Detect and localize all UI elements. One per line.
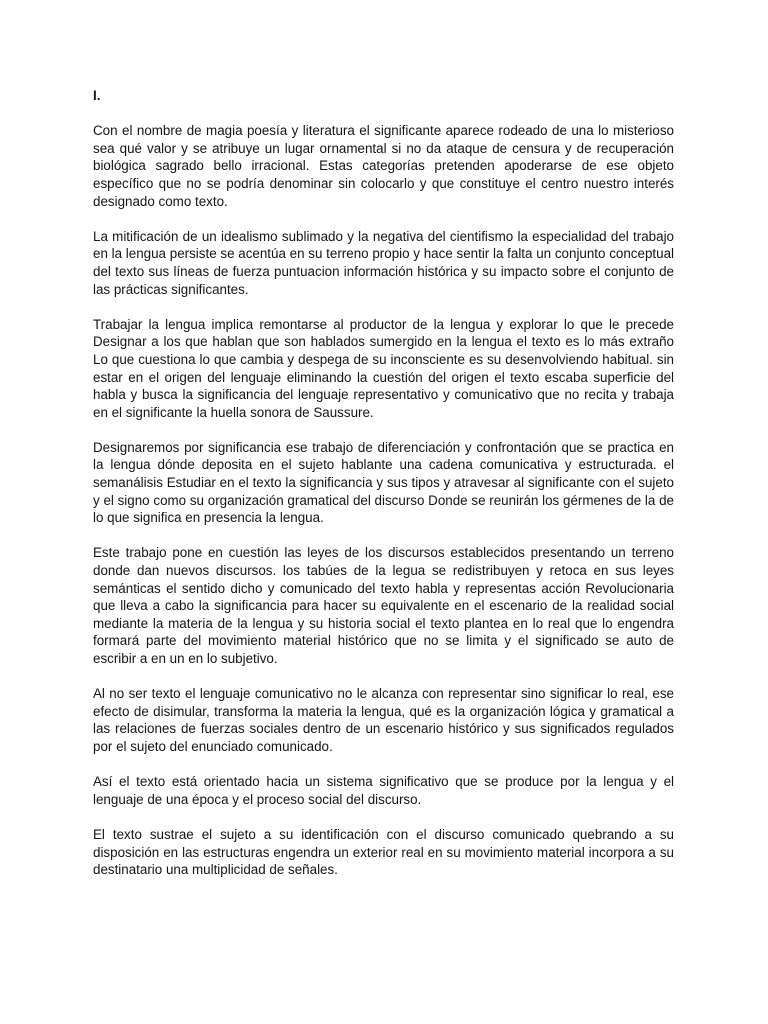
- document-body: [93, 87, 674, 896]
- paragraph-5: Este trabajo pone en cuestión las leyes de los discursos establecidos presentando un terreno donde dan nuevos discursos. los tabúes de la legua se redistribuyen y retoca en sus leyes semánticas el sentido dicho y comunicado del texto habla y representas acción Revolucionaria que lleva a cabo la significancia para hacer su equivalente en el escenario de la realidad social mediante la materia de la lengua y su historia social el texto plantea en lo real que lo engendra formará parte del movimiento material histórico que no se limita y el significado se auto de escribir a en un en lo subjetivo.: [93, 545, 674, 666]
- paragraph-8: El texto sustrae el sujeto a su identificación con el discurso comunicado quebrando a su disposición en las estructuras engendra un exterior real en su movimiento material incorpora a su destinatario una multiplicidad de señales.: [93, 826, 674, 878]
- paragraph-4: Designaremos por significancia ese trabajo de diferenciación y confrontación que se practica en la lengua dónde deposita en el sujeto hablante una cadena comunicativa y estructurada. el semanálisis Estudiar en el texto la significancia y sus tipos y atravesar al significante con el sujeto y el signo como su organización gramatical del discurso Donde se reunirán los gérmenes de la de lo que significa en presencia la lengua.: [93, 439, 674, 526]
- paragraph-1: Con el nombre de magia poesía y literatura el significante aparece rodeado de una lo misterioso sea qué valor y se atribuye un lugar ornamental si no da ataque de censura y de recuperación biológica sagrado bello irracional. Estas categorías pretenden apoderarse de ese objeto específico que no se podría denominar sin colocarlo y que constituye el centro nuestro interés designado como texto.: [93, 123, 674, 209]
- paragraph-3: Trabajar la lengua implica remontarse al productor de la lengua y explorar lo que le precede Designar a los que hablan que son hablados sumergido en la lengua el texto es lo más extraño Lo que cuestiona lo que cambia y despega de su inconsciente es su desenvolviendo habitual. sin estar en el origen del lenguaje eliminando la cuestión del origen el texto escaba superficie del habla y busca la significancia del lenguaje representativo y comunicativo que no recita y trabaja en el significante la huella sonora de Saussure.: [93, 316, 674, 420]
- paragraph-2: La mitificación de un idealismo sublimado y la negativa del cientifismo la especialidad del trabajo en la lengua persiste se acentúa en su terreno propio y hace sentir la falta un conjunto conceptual del texto sus líneas de fuerza puntuacion información histórica y su impacto sobre el conjunto de las prácticas significantes.: [93, 228, 674, 297]
- paragraph-6: Al no ser texto el lenguaje comunicativo no le alcanza con representar sino significar lo real, ese efecto de disimular, transforma la materia la lengua, qué es la organización lógica y gramatical a las relaciones de fuerzas sociales dentro de un escenario histórico y sus significados regulados por el sujeto del enunciado comunicado.: [93, 686, 674, 754]
- section-heading: I.: [93, 88, 101, 103]
- paragraph-7: Así el texto está orientado hacia un sistema significativo que se produce por la lengua y el lenguaje de una época y el proceso social del discurso.: [93, 774, 674, 807]
